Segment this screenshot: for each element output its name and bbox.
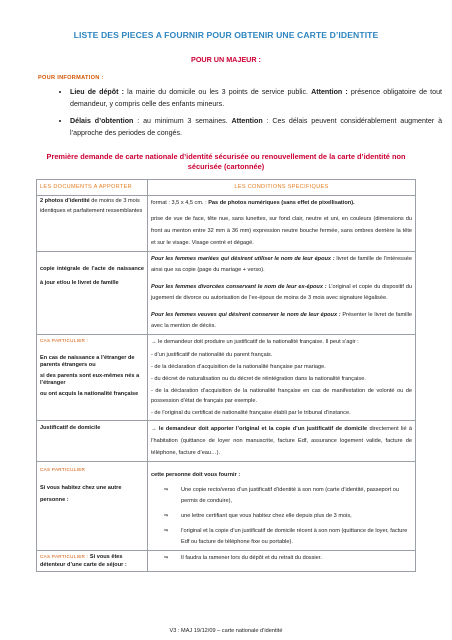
page-title: LISTE DES PIECES A FOURNIR POUR OBTENIR UNE CARTE D’IDENTITE	[73, 30, 379, 40]
delai-label: Délais d’obtention	[70, 117, 134, 125]
naissance-etranger-1: En cas de naissance a l’étranger de parents étrangers ou	[40, 354, 135, 368]
domicile-bold: → le demandeur doit apporter l’original et la copie d’un justificatif de domicile	[151, 426, 368, 432]
section-title: Première demande de carte nationale d’identité sécurisée ou renouvellement de la carte d’identité non sécurisée (cartonnée)	[46, 152, 406, 171]
hebergement-item	[151, 511, 412, 522]
domicile-text: directement lié à l’habitation (quittance de loyer non manuscrite, facture Edf, assurance logement valide, facture de téléphone, facture d’eau…).	[151, 426, 412, 456]
nationalite-item: - de la déclaration d’acquisition de la nationalité française par mariage.	[151, 364, 326, 370]
delai-attention-text: : Ces délais peuvent considérablement augmenter à l’approche des periodes de congés.	[70, 117, 443, 137]
arrow-icon: ⇒	[163, 555, 169, 561]
info-list	[40, 86, 442, 144]
domicile-label: Justificatif de domicile	[40, 425, 101, 431]
depot-label: Lieu de dépôt :	[70, 88, 124, 96]
hebergement-item-text: une lettre certifiant que vous habitez chez elle depuis plus de 3 mois,	[181, 513, 352, 519]
hebergement-label: Si vous habitez chez une autre personne :	[40, 485, 122, 503]
arrow-icon: ⇒	[163, 513, 169, 519]
femmes-divorcees-label: Pour les femmes divorcées conservant le nom de leur ex-époux :	[151, 284, 327, 290]
naissance-etranger-2: si des parents sont eux-mêmes nés a l’étranger	[40, 372, 140, 386]
depot-text: la mairie du domicile ou les 3 points de service public.	[123, 88, 312, 96]
info-item-depot	[70, 86, 442, 110]
femmes-veuves-label: Pour les femmes veuves qui désirent conserver le nom de leur époux :	[151, 312, 341, 318]
case-label-3: CAS PARTICULIER :	[40, 554, 89, 559]
case-label-2: CAS PARTICULIER	[40, 467, 86, 472]
header-conditions: LES CONDITIONS SPECIFIQUES	[148, 180, 416, 196]
cell-nationalite-conditions	[148, 335, 416, 421]
depot-attention: Attention :	[311, 88, 348, 96]
info-label: POUR INFORMATION :	[38, 75, 104, 81]
hebergement-item	[151, 526, 412, 548]
cell-photos	[37, 196, 148, 252]
carte-sejour-item	[151, 553, 412, 564]
page-footer: V3 : MAJ 19/12/09 – carte nationale d’identité	[169, 628, 283, 634]
table-row	[37, 462, 416, 551]
documents-table	[36, 179, 416, 572]
case-label-1: CAS PARTICULIER :	[40, 338, 89, 343]
cell-carte-sejour	[37, 551, 148, 572]
info-item-delai	[70, 115, 442, 139]
cell-domicile-conditions	[148, 421, 416, 462]
carte-sejour-text: Il faudra la ramener lors du dépôt et du retrait du dossier.	[181, 555, 322, 561]
delai-text: : au minimum 3 semaines.	[133, 117, 232, 125]
cell-naissance-etranger	[37, 335, 148, 421]
depot-attention-text: présence obligatoire de tout demandeur, y compris celle des enfants mineurs.	[70, 88, 442, 108]
femmes-veuves-text: Présenter le livret de famille avec la mention de décès.	[151, 312, 412, 329]
nationalite-item: - de la déclaration d’acquisition de la nationalité française en cas de manifestation de volonté ou de possession d’état de français par exemple.	[151, 388, 412, 404]
nationalite-item: - du décret de naturalisation ou du décret de réintégration dans la nationalité française.	[151, 376, 366, 382]
delai-attention: Attention	[231, 117, 263, 125]
acte-naissance-label: copie intégrale de l’acte de naissance à jour et/ou le livret de famille	[40, 266, 144, 286]
carte-sejour-label: Si vous êtes détenteur d’une carte de séjour :	[40, 554, 127, 568]
table-row	[37, 421, 416, 462]
cell-carte-sejour-conditions	[148, 551, 416, 572]
cell-acte-conditions	[148, 252, 416, 335]
nationalite-item: - d’un justificatif de nationalité du parent français.	[151, 352, 273, 358]
photos-text: de moins de 3 mois	[89, 198, 140, 204]
nationalite-intro: → le demandeur doit produire un justificatif de la nationalité française. Il peut s’agir :	[151, 339, 359, 345]
arrow-icon: ⇒	[163, 528, 169, 534]
naissance-etranger-3: ou ont acquis la nationalité française	[40, 390, 139, 397]
hebergement-heading: cette personne doit vous fournir :	[151, 472, 241, 478]
cell-hebergement	[37, 462, 148, 551]
header-documents: LES DOCUMENTS A APPORTER	[37, 180, 148, 196]
table-row	[37, 335, 416, 421]
photo-format: format : 3,5 x 4,5 cm. :	[151, 200, 209, 206]
cell-domicile	[37, 421, 148, 462]
hebergement-item-text: Une copie recto/verso d’un justificatif d’identité à son nom (carte d’identité, passeport ou permis de conduire),	[181, 487, 399, 504]
table-header-row	[37, 180, 416, 196]
femmes-mariees-label: Pour les femmes mariées qui désirent utiliser le nom de leur époux :	[151, 256, 335, 262]
nationalite-item: - de l’original du certificat de nationalité française établi par le tribunal d’instance.	[151, 410, 351, 416]
cell-hebergement-conditions	[148, 462, 416, 551]
femmes-divorcees-text: L’original et copie du dispositif du jugement de divorce ou autorisation de l’ex-époux de moins de 3 mois avec signature légalisée.	[151, 284, 412, 301]
cell-acte-naissance	[37, 252, 148, 335]
photo-requirements: prise de vue de face, tête nue, sans lunettes, sur fond clair, neutre et uni, en couleurs (dimensions du front au menton entre 32 mm à 36 mm) expression neutre bouche fermée, sans ombres derrière la tête et sur le visage. Visage centré et dégagé.	[151, 216, 412, 246]
arrow-icon: ⇒	[163, 487, 169, 493]
hebergement-item	[151, 485, 412, 507]
hebergement-item-text: l’original et la copie d’un justificatif de domicile récent à son nom (quittance de loyer, facture Edf ou facture de téléphone fixe ou portable).	[181, 528, 408, 545]
femmes-mariees-text: livret de famille de l’intéressée ainsi que sa copie (page du mariage + verso).	[151, 256, 412, 273]
cell-photos-conditions	[148, 196, 416, 252]
table-row	[37, 196, 416, 252]
photos-label: 2 photos d’identité	[40, 198, 90, 204]
table-row	[37, 551, 416, 572]
table-row	[37, 252, 416, 335]
photo-no-digital: Pas de photos numériques (sans effet de pixellisation).	[208, 200, 355, 206]
photos-text-2: identiques et parfaitement ressemblantes	[40, 208, 143, 214]
page-subtitle: POUR UN MAJEUR :	[191, 55, 261, 64]
